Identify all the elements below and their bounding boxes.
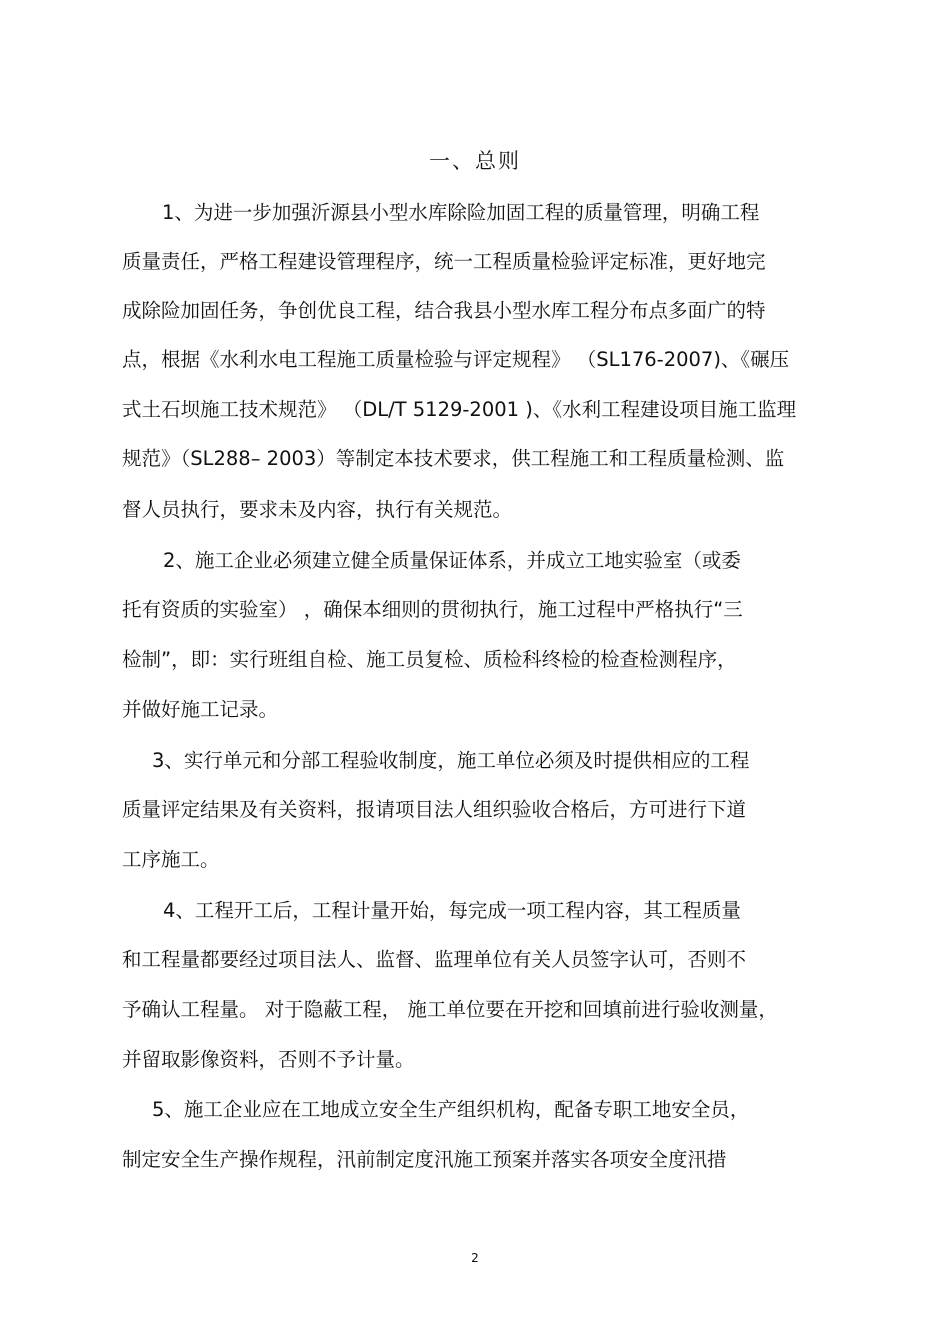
text-line: 3、实行单元和分部工程验收制度，施工单位必须及时提供相应的工程	[152, 749, 750, 772]
text-line: 质量评定结果及有关资料，报请项目法人组织验收合格后，方可进行下道	[122, 798, 747, 821]
section-title: 一、总则	[429, 149, 521, 173]
text-line: 托有资质的实验室） ，确保本细则的贯彻执行，施工过程中严格执行“三	[122, 598, 743, 621]
text-line: 5、施工企业应在工地成立安全生产组织机构，配备专职工地安全员，	[152, 1098, 750, 1121]
text-line: 检制”，即：实行班组自检、施工员复检、质检科终检的检查检测程序，	[122, 648, 737, 671]
text-line: 制定安全生产操作规程，汛前制定度汛施工预案并落实各项安全度汛措	[122, 1148, 727, 1171]
text-line: 2、施工企业必须建立健全质量保证体系，并成立工地实验室（或委	[163, 549, 741, 572]
text-line: 1、为进一步加强沂源县小型水库除险加固工程的质量管理，明确工程	[162, 201, 760, 224]
text-line: 工序施工。	[122, 848, 220, 871]
text-line: 和工程量都要经过项目法人、监督、监理单位有关人员签字认可，否则不	[122, 948, 747, 971]
text-line: 成除险加固任务，争创优良工程，结合我县小型水库工程分布点多面广的特	[122, 299, 766, 322]
text-line: 质量责任，严格工程建设管理程序，统一工程质量检验评定标准，更好地完	[122, 250, 766, 273]
text-line: 并做好施工记录。	[122, 698, 279, 721]
text-line: 并留取影像资料，否则不予计量。	[122, 1048, 415, 1071]
text-line: 督人员执行，要求未及内容，执行有关规范。	[122, 498, 513, 521]
text-line: 式土石坝施工技术规范》 （DL/T 5129-2001 )、《水利工程建设项目施工监理	[122, 398, 797, 421]
text-line: 规范》（SL288– 2003）等制定本技术要求，供工程施工和工程质量检测、监	[122, 447, 785, 470]
text-line: 4、工程开工后，工程计量开始，每完成一项工程内容，其工程质量	[163, 899, 741, 922]
page-number: 2	[471, 1251, 479, 1265]
text-line: 点，根据《水利水电工程施工质量检验与评定规程》 （SL176-2007)、《碾压	[122, 348, 790, 371]
text-line: 予确认工程量。 对于隐蔽工程， 施工单位要在开挖和回填前进行验收测量，	[122, 998, 778, 1021]
